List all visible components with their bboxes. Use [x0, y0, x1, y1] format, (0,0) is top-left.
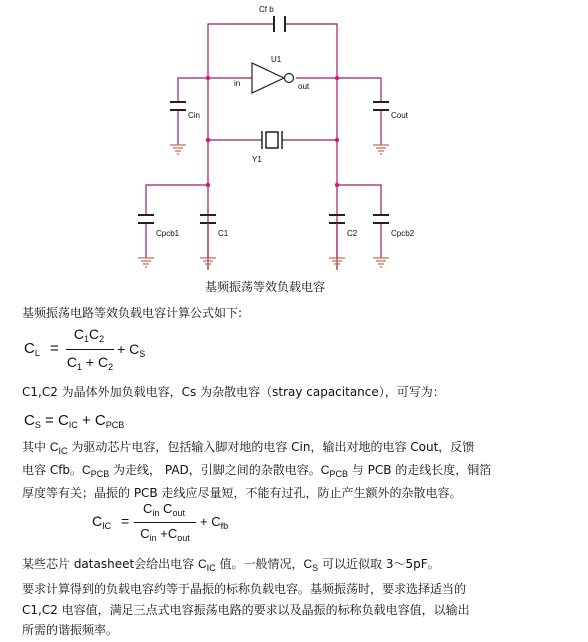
formula-cic-plus: + $C_{fb}$ — [200, 514, 229, 531]
formula-cs: $C_S = C_{IC} + C_{PCB}$ — [24, 412, 125, 430]
y1-label: Y1 — [252, 155, 262, 164]
cpcb2-label: Cpcb2 — [391, 229, 415, 238]
cfb-label: Cf b — [259, 5, 274, 14]
capacitor-plates — [138, 16, 389, 223]
ground-icon — [170, 145, 186, 154]
ground-icon — [373, 258, 389, 267]
paragraph-requirement-line3: 所需的谐振频率。 — [22, 623, 119, 637]
formula-cic-denominator: $C_{in} +C_{out}$ — [140, 526, 190, 543]
cout-label: Cout — [391, 111, 408, 120]
paragraph-cic-line2: 电容 Cfb。$C_{PCB}$ 为走线， PAD，引脚之间的杂散电容。$C_{PCB}$ 与 PCB 的走线长度，铜箔 — [22, 463, 492, 479]
paragraph-requirement-line1: 要求计算得到的负载电容约等于晶振的标称负载电容。基频振荡时，要求选择适当的 — [22, 582, 467, 596]
inverter-u1 — [252, 63, 294, 93]
paragraph-c1c2: C1,C2 为晶体外加负载电容，Cs 为杂散电容（stray capacitance），可写为： — [22, 385, 445, 399]
paragraph-cic-line1: 其中 $C_{IC}$ 为驱动芯片电容，包括输入脚对地的电容 Cin，输出对地的电容 Cout，反馈 — [22, 440, 475, 456]
figure-caption: 基频振荡等效负载电容 — [205, 280, 326, 294]
wires — [146, 24, 381, 270]
fraction-bar — [66, 349, 114, 350]
in-label: in — [234, 79, 241, 88]
formula-cl-plus: + $C_S$ — [117, 341, 146, 359]
u1-label: U1 — [271, 55, 282, 64]
paragraph-cic-line3: 厚度等有关；晶振的 PCB 走线应尽量短，不能有过孔，防止产生额外的杂散电容。 — [22, 486, 462, 500]
formula-cl-numerator: $C_1C_2$ — [73, 326, 105, 344]
formula-cl-denominator: $C_1 + C_2$ — [66, 354, 114, 372]
paragraph-requirement-line2: C1,C2 电容值，满足三点式电容振荡电路的要求以及晶振的标称负载电容值，以输出 — [22, 603, 470, 617]
formula-cic-numerator: $C_{in}$ $C_{out}$ — [143, 501, 185, 518]
c1-label: C1 — [218, 229, 229, 238]
ground-icon — [138, 258, 154, 267]
out-label: out — [298, 82, 310, 91]
paragraph-datasheet: 某些芯片 datasheet会给出电容 $C_{IC}$ 值。一般情况，$C_S$ 可以近似取 3～5pF。 — [22, 557, 440, 573]
formula-cic-lhs: $C_{IC}$ = — [92, 513, 130, 531]
paragraph-intro: 基频振荡电路等效负载电容计算公式如下: — [22, 306, 243, 320]
cin-label: Cin — [188, 111, 201, 120]
fraction-bar — [134, 522, 196, 523]
ground-symbols — [138, 145, 389, 267]
crystal-y1 — [262, 131, 282, 149]
cpcb1-label: Cpcb1 — [156, 229, 180, 238]
c2-label: C2 — [347, 229, 358, 238]
formula-cl-lhs: $C_L$ = — [24, 340, 59, 358]
oscillator-schematic — [0, 0, 588, 300]
ground-icon — [373, 145, 389, 154]
